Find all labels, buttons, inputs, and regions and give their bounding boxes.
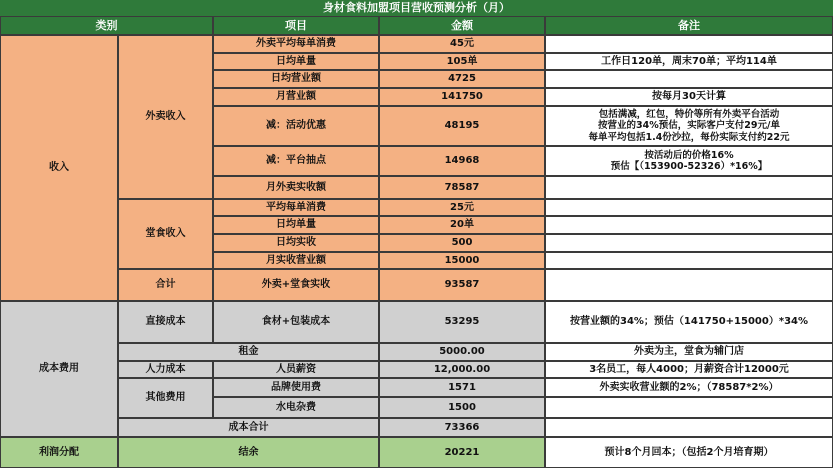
amount-takeout-avg-spend: 45元 [379,35,545,53]
item-brand-fee: 品牌使用费 [213,378,379,397]
item-takeout-monthly-revenue: 月营业额 [213,88,379,106]
amount-utilities: 1500 [379,397,545,418]
amount-dinein-daily-actual: 500 [379,234,545,252]
note-dinein-daily-orders [545,216,833,234]
amount-takeout-daily-revenue: 4725 [379,70,545,88]
note-salary: 3名员工，每人4000；月薪资合计12000元 [545,361,833,378]
item-dinein-monthly: 月实收营业额 [213,252,379,269]
amount-takeout-daily-orders: 105单 [379,53,545,70]
note-platform-fee [545,146,833,176]
category-other-cost: 其他费用 [118,378,213,418]
category-profit: 利润分配 [0,437,118,468]
item-platform-fee: 减：平台抽点 [213,146,379,176]
amount-takeout-monthly-revenue: 141750 [379,88,545,106]
amount-materials: 53295 [379,301,545,343]
item-utilities: 水电杂费 [213,397,379,418]
header-note: 备注 [545,16,833,35]
note-balance: 预计8个月回本；（包括2个月培育期） [545,437,833,468]
amount-total: 93587 [379,269,545,301]
note-platform-fee-line: 预估【（153900-52326）*16%】 [610,161,768,172]
item-takeout-daily-revenue: 日均营业额 [213,70,379,88]
item-dinein-avg-spend: 平均每单消费 [213,199,379,216]
note-takeout-daily-revenue [545,70,833,88]
note-discount-line: 按营业的34%预估，实际客户支付29元/单 [598,120,780,132]
amount-takeout-net: 78587 [379,176,545,199]
note-takeout-daily-orders: 工作日120单，周末70单；平均114单 [545,53,833,70]
amount-discount: 48195 [379,106,545,146]
table-title: 身材食料加盟项目营收预测分析（月） [0,0,833,16]
category-total: 合计 [118,269,213,301]
item-salary: 人员薪资 [213,361,379,378]
note-dinein-daily-actual [545,234,833,252]
category-cost: 成本费用 [0,301,118,437]
item-takeout-avg-spend: 外卖平均每单消费 [213,35,379,53]
amount-platform-fee: 14968 [379,146,545,176]
category-dinein-income: 堂食收入 [118,199,213,269]
item-rent: 租金 [118,343,379,361]
header-amount: 金额 [379,16,545,35]
note-total [545,269,833,301]
category-cost-total: 成本合计 [118,418,379,437]
item-discount: 减：活动优惠 [213,106,379,146]
category-takeout-income: 外卖收入 [118,35,213,199]
amount-dinein-monthly: 15000 [379,252,545,269]
category-income: 收入 [0,35,118,301]
item-dinein-daily-orders: 日均单量 [213,216,379,234]
note-takeout-monthly-revenue: 按每月30天计算 [545,88,833,106]
note-materials: 按营业额的34%；预估（141750+15000）*34% [545,301,833,343]
item-takeout-daily-orders: 日均单量 [213,53,379,70]
note-takeout-avg-spend [545,35,833,53]
note-cost-total [545,418,833,437]
note-takeout-net [545,176,833,199]
category-direct-cost: 直接成本 [118,301,213,343]
item-balance: 结余 [118,437,379,468]
item-materials: 食材+包装成本 [213,301,379,343]
note-discount-line: 包括满减，红包，特价等所有外卖平台活动 [598,108,780,120]
note-dinein-monthly [545,252,833,269]
note-rent: 外卖为主，堂食为辅门店 [545,343,833,361]
note-platform-fee-line: 按活动后的价格16% [644,149,734,161]
amount-balance: 20221 [379,437,545,468]
category-labor-cost: 人力成本 [118,361,213,378]
amount-dinein-daily-orders: 20单 [379,216,545,234]
amount-cost-total: 73366 [379,418,545,437]
note-brand-fee: 外卖实收营业额的2%；（78587*2%） [545,378,833,397]
item-dinein-daily-actual: 日均实收 [213,234,379,252]
item-total: 外卖+堂食实收 [213,269,379,301]
amount-brand-fee: 1571 [379,378,545,397]
amount-dinein-avg-spend: 25元 [379,199,545,216]
item-takeout-net: 月外卖实收额 [213,176,379,199]
note-dinein-avg-spend [545,199,833,216]
header-item: 项目 [213,16,379,35]
note-utilities [545,397,833,418]
amount-rent: 5000.00 [379,343,545,361]
amount-salary: 12,000.00 [379,361,545,378]
note-discount [545,106,833,146]
header-category: 类别 [0,16,213,35]
note-discount-line: 每单平均包括1.4份沙拉，每份实际支付约22元 [588,131,790,143]
